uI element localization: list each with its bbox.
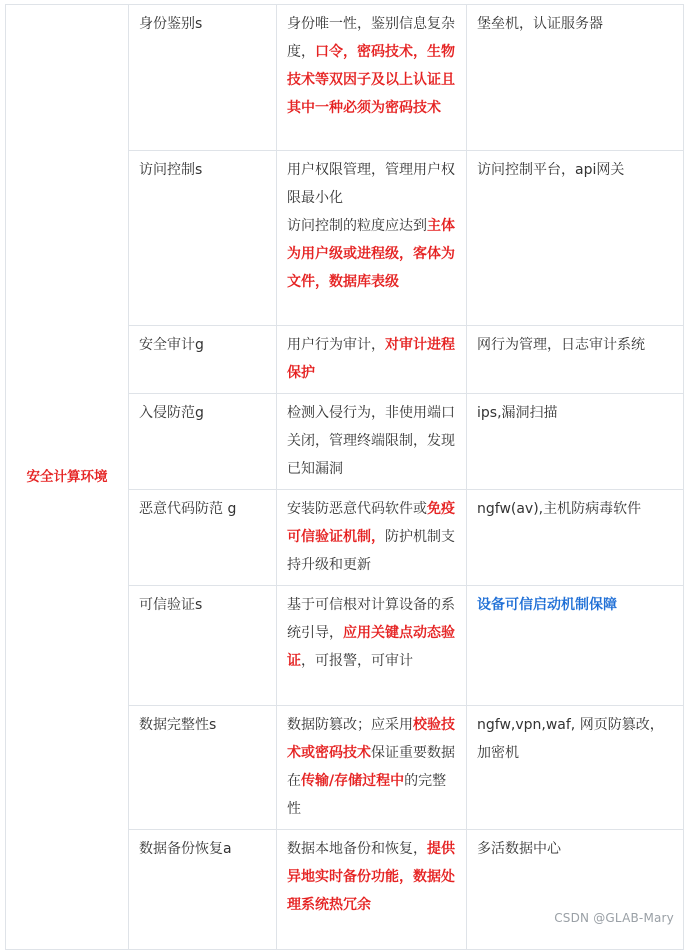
requirement-cell — [277, 5, 467, 151]
text-run: ngfw,vpn,waf, 网页防篡改，加密机 — [477, 717, 664, 761]
text-run: 身份唯一性，鉴别信息复杂度， — [287, 16, 455, 60]
text-run: 应用关键点动态验证 — [287, 625, 455, 669]
requirement-cell — [277, 394, 467, 490]
requirement-cell — [277, 830, 467, 950]
text-run: 校验技术或密码技术 — [287, 717, 455, 761]
text-run: ngfw(av),主机防病毒软件 — [477, 501, 642, 517]
text-run: 防护机制支持升级和更新 — [287, 529, 455, 573]
requirement-cell — [277, 326, 467, 394]
text-run: 提供异地实时备份功能，数据处理系统热冗余 — [287, 841, 455, 913]
control-name-cell: 数据备份恢复a — [129, 830, 277, 950]
requirement-cell — [277, 151, 467, 326]
text-run: 保证重要数据在 — [287, 745, 455, 789]
text-run: 免疫可信验证机制， — [287, 501, 455, 545]
product-cell — [467, 490, 684, 586]
text-run: 安装防恶意代码软件或 — [287, 501, 427, 517]
table-row — [6, 5, 684, 151]
control-name-cell: 数据完整性s — [129, 706, 277, 830]
text-run: 检测入侵行为，非使用端口关闭，管理终端限制，发现已知漏洞 — [287, 405, 455, 477]
text-run: 多活数据中心 — [477, 841, 561, 857]
text-run: 访问控制平台，api网关 — [477, 162, 625, 178]
requirement-cell — [277, 706, 467, 830]
text-run: 访问控制的粒度应达到 — [287, 218, 427, 234]
control-name-cell: 身份鉴别s — [129, 5, 277, 151]
text-run: 口令，密码技术，生物技术等双因子及以上认证且其中一种必须为密码技术 — [287, 44, 455, 116]
category-cell: 安全计算环境 — [6, 5, 129, 950]
text-run: 主体为用户级或进程级，客体为文件，数据库表级 — [287, 218, 455, 290]
text-run: 数据防篡改；应采用 — [287, 717, 413, 733]
text-run: 用户行为审计， — [287, 337, 385, 353]
text-run: 传输/存储过程中 — [301, 773, 405, 789]
control-name-cell: 访问控制s — [129, 151, 277, 326]
control-name-cell: 恶意代码防范 g — [129, 490, 277, 586]
product-cell — [467, 394, 684, 490]
requirement-cell — [277, 586, 467, 706]
control-name-cell: 入侵防范g — [129, 394, 277, 490]
product-cell — [467, 326, 684, 394]
text-run: 数据本地备份和恢复， — [287, 841, 427, 857]
control-name-cell: 安全审计g — [129, 326, 277, 394]
text-run: 网行为管理，日志审计系统 — [477, 337, 645, 353]
security-requirements-table — [5, 4, 684, 950]
text-run: ，可报警，可审计 — [301, 653, 413, 669]
text-run: 设备可信启动机制保障 — [477, 597, 617, 613]
product-cell — [467, 5, 684, 151]
control-name-cell: 可信验证s — [129, 586, 277, 706]
table-body — [6, 5, 684, 950]
text-run: 的完整性 — [287, 773, 447, 817]
product-cell — [467, 151, 684, 326]
text-run: 堡垒机，认证服务器 — [477, 16, 603, 32]
product-cell — [467, 830, 684, 950]
product-cell — [467, 706, 684, 830]
product-cell — [467, 586, 684, 706]
text-run: 用户权限管理，管理用户权限最小化 — [287, 162, 455, 206]
text-run: 对审计进程保护 — [287, 337, 455, 381]
requirement-cell — [277, 490, 467, 586]
text-run: ips,漏洞扫描 — [477, 405, 558, 421]
watermark: CSDN @GLAB-Mary — [554, 911, 674, 925]
text-run: 基于可信根对计算设备的系统引导， — [287, 597, 455, 641]
